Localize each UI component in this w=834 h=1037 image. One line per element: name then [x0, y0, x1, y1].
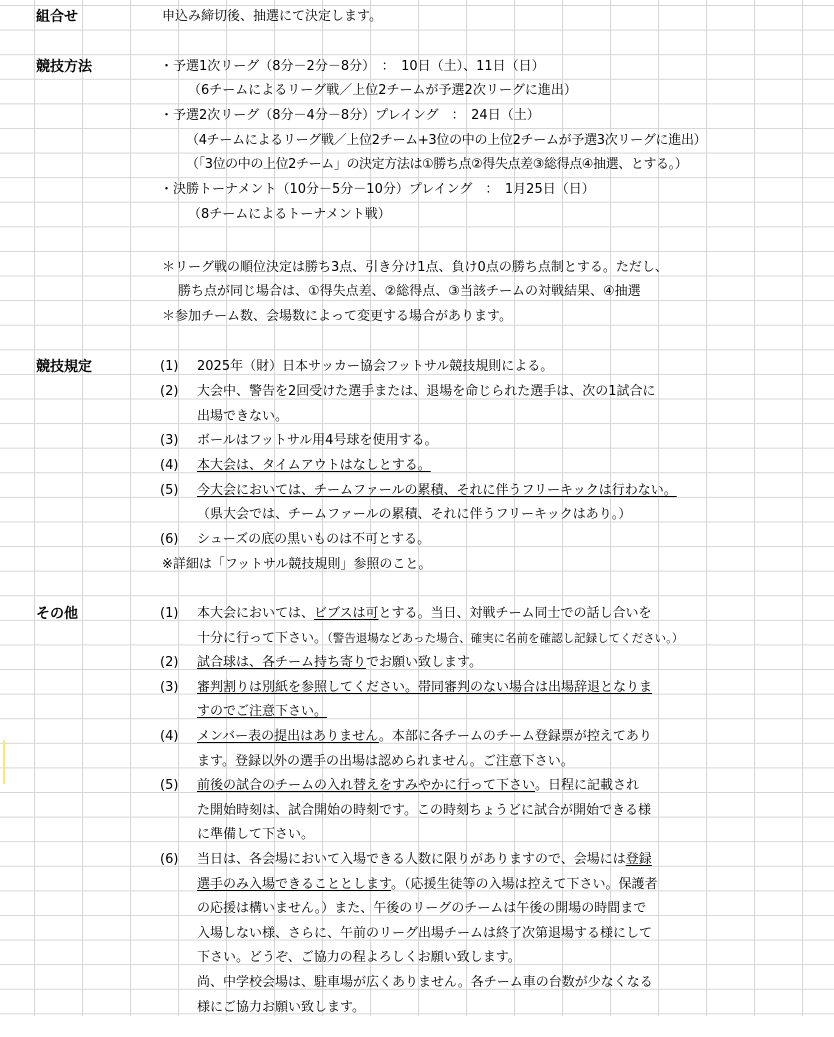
other-number: (1) — [160, 606, 179, 621]
other-text: の応援は構いません。）また、午後のリーグのチームは午後の開場の時間まで — [197, 901, 647, 916]
rule-number: (3) — [160, 433, 179, 448]
rule-text: 大会中、警告を2回受けた選手または、退場を命じられた選手は、次の1試合に — [197, 384, 656, 399]
rule-text: （県大会では、チームファールの累積、それに伴うフリーキックはあり。） — [197, 507, 632, 522]
other-number: (6) — [160, 852, 179, 867]
other-number: (5) — [160, 778, 179, 793]
method-line: ・予選2次リーグ（8分－4分－8分）プレイング ： 24日（土） — [160, 108, 540, 123]
other-text-underlined: 審判割りは別紙を参照してください。帯同審判のない場合は出場辞退となりま — [197, 680, 653, 695]
other-number: (3) — [160, 680, 179, 695]
method-note: ＊参加チーム数、会場数によって変更する場合があります。 — [162, 309, 512, 324]
heading-sonota: その他 — [36, 606, 78, 622]
other-text: 本大会においては、ビブスは可とする。当日、対戦チーム同士での話し合いを — [197, 606, 652, 621]
other-text: 入場しない様、さらに、午前のリーグ出場チームは終了次第退場する様にして — [197, 926, 653, 941]
rule-number: (6) — [160, 532, 179, 547]
method-line: （8チームによるトーナメント戦） — [188, 207, 391, 222]
other-text: ます。登録以外の選手の出場は認められません。ご注意下さい。 — [197, 754, 574, 769]
method-line: （4チームによるリーグ戦／上位2チーム+3位の中の上位2チームが予選3次リーグに進出） — [186, 133, 707, 148]
rule-text-underlined: 今大会においては、チームファールの累積、それに伴うフリーキックは行わない。 — [197, 483, 677, 498]
rule-text: シューズの底の黒いものは不可とする。 — [197, 532, 431, 547]
method-note: ＊リーグ戦の順位決定は勝ち3点、引き分け1点、負け0点の勝ち点制とする。ただし、 — [162, 260, 668, 275]
rule-text-underlined: 本大会は、タイムアウトはなしとする。 — [197, 458, 431, 473]
rule-number: (1) — [160, 359, 179, 374]
other-text: 当日は、各会場において入場できる人数に限りがありますので、会場には登録 — [197, 852, 652, 867]
heading-kyogi-kitei: 競技規定 — [36, 359, 92, 375]
kumiawase-text: 申込み締切後、抽選にて決定します。 — [162, 9, 382, 24]
other-text: 選手のみ入場できることとします。（応援生徒等の入場は控えて下さい。保護者 — [197, 877, 658, 892]
blank-area — [0, 1016, 834, 1037]
method-line: （「3位の中の上位2チーム」の決定方法は①勝ち点②得失点差③総得点④抽選、とする。） — [186, 157, 688, 172]
rule-text: 出場できない。 — [197, 409, 289, 424]
rule-note: ※詳細は「フットサル競技規則」参照のこと。 — [162, 557, 432, 572]
other-text: た開始時刻は、試合開始の時刻です。この時刻ちょうどに試合が開始できる様 — [197, 803, 651, 818]
rule-text: 2025年（財）日本サッカー協会フットサル競技規則による。 — [197, 359, 554, 374]
other-text: 下さい。どうぞ、ご協力の程よろしくお願い致します。 — [197, 950, 521, 965]
method-line: ・予選1次リーグ（8分－2分－8分） ： 10日（土）、11日（日） — [160, 59, 545, 74]
other-text: 十分に行って下さい。（警告退場などあった場合、確実に名前を確認し記録してください。） — [197, 631, 684, 646]
other-number: (2) — [160, 655, 179, 670]
method-line: （6チームによるリーグ戦／上位2チームが予選2次リーグに進出） — [188, 83, 577, 98]
other-number: (4) — [160, 729, 179, 744]
other-text: 様にご協力お願い致します。 — [197, 1000, 365, 1015]
other-text: 尚、中学校会場は、駐車場が広くありません。各チーム車の台数が少なくなる — [197, 975, 653, 990]
rule-text: ボールはフットサル用4号球を使用する。 — [197, 433, 438, 448]
other-text-underlined: すのでご注意下さい。 — [197, 704, 328, 719]
other-text: 前後の試合のチームの入れ替えをすみやかに行って下さい。日程に記載され — [197, 778, 640, 793]
heading-kumiawase: 組合せ — [36, 9, 78, 25]
other-text: に準備して下さい。 — [197, 827, 315, 842]
rule-number: (4) — [160, 458, 179, 473]
row-selection-marker — [3, 740, 5, 784]
heading-kyogi-houhou: 競技方法 — [36, 59, 92, 75]
rule-number: (5) — [160, 483, 179, 498]
other-text: 試合球は、各チーム持ち寄りでお願い致します。 — [197, 655, 482, 670]
method-note: 勝ち点が同じ場合は、①得失点差、②総得点、③当該チームの対戦結果、④抽選 — [178, 284, 641, 299]
method-line: ・決勝トーナメント（10分－5分－10分）プレイング ： 1月25日（日） — [160, 182, 595, 197]
other-text: メンバー表の提出はありません。本部に各チームのチーム登録票が控えてあり — [197, 729, 652, 744]
rule-number: (2) — [160, 384, 179, 399]
